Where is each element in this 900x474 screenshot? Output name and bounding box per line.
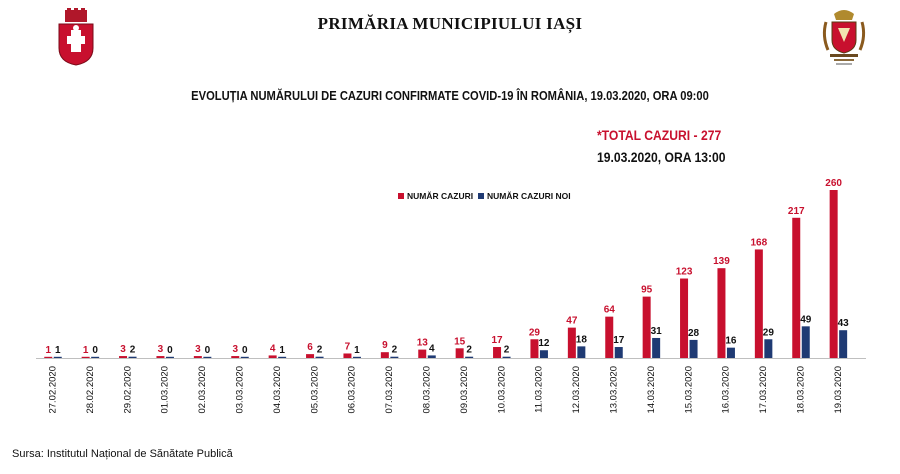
x-tick-label-4: 02.03.2020	[197, 366, 209, 414]
data-label-cases-19: 168	[750, 237, 768, 249]
x-tick-label-11: 09.03.2020	[458, 366, 470, 414]
bar-new-cases-13	[540, 350, 548, 358]
bar-new-cases-6	[278, 357, 286, 358]
data-label-new-cases-5: 0	[241, 344, 248, 356]
bar-new-cases-4	[203, 357, 211, 358]
x-tick-label-12: 10.03.2020	[496, 366, 508, 414]
x-axis-tick-labels	[48, 366, 844, 414]
bar-new-cases-17	[690, 340, 698, 358]
x-tick-label-18: 16.03.2020	[720, 366, 732, 414]
bar-new-cases-11	[465, 357, 473, 358]
bar-cases-9	[381, 352, 389, 358]
legend-swatch-0	[398, 193, 404, 199]
data-label-new-cases-13: 12	[538, 338, 550, 350]
bar-cases-5	[231, 356, 239, 358]
bar-cases-2	[119, 356, 127, 358]
bar-new-cases-9	[390, 357, 398, 358]
x-tick-label-14: 12.03.2020	[571, 366, 583, 414]
x-tick-label-3: 01.03.2020	[159, 366, 171, 414]
x-tick-label-10: 08.03.2020	[421, 366, 433, 414]
data-label-new-cases-17: 28	[687, 327, 700, 339]
x-tick-label-5: 03.03.2020	[234, 366, 246, 414]
data-label-cases-10: 13	[416, 337, 428, 349]
bar-new-cases-7	[316, 357, 324, 358]
data-label-new-cases-9: 2	[391, 344, 398, 356]
data-label-new-cases-21: 43	[837, 318, 849, 330]
x-tick-label-7: 05.03.2020	[309, 366, 321, 414]
x-tick-label-8: 06.03.2020	[346, 366, 358, 414]
data-label-new-cases-1: 0	[92, 344, 98, 356]
x-tick-label-21: 19.03.2020	[832, 366, 844, 414]
data-label-cases-5: 3	[232, 344, 239, 356]
data-label-cases-4: 3	[195, 344, 201, 356]
data-label-cases-15: 64	[603, 304, 615, 316]
data-label-cases-3: 3	[157, 344, 164, 356]
data-label-new-cases-15: 17	[613, 335, 625, 347]
data-label-new-cases-12: 2	[503, 344, 510, 356]
bar-new-cases-2	[129, 357, 137, 358]
bar-cases-6	[269, 355, 277, 358]
data-label-cases-7: 6	[307, 342, 313, 354]
x-tick-label-1: 28.02.2020	[84, 366, 96, 414]
bar-cases-18	[717, 268, 725, 358]
data-label-new-cases-2: 2	[129, 344, 136, 356]
bar-new-cases-1	[91, 357, 99, 358]
x-tick-label-16: 14.03.2020	[645, 366, 657, 414]
data-label-cases-6: 4	[269, 343, 276, 355]
data-label-cases-20: 217	[787, 205, 805, 217]
data-label-new-cases-8: 1	[354, 344, 360, 356]
bar-cases-0	[44, 357, 52, 358]
x-tick-label-0: 27.02.2020	[47, 366, 59, 414]
data-label-cases-9: 9	[382, 340, 388, 352]
bar-cases-8	[343, 353, 351, 358]
data-label-cases-18: 139	[713, 256, 730, 268]
total-cases-label: *TOTAL CAZURI - 277	[597, 128, 722, 143]
data-label-cases-21: 260	[825, 178, 842, 189]
data-label-new-cases-4: 0	[204, 344, 211, 356]
bar-cases-15	[605, 317, 613, 358]
x-tick-label-6: 04.03.2020	[271, 366, 283, 414]
x-tick-label-15: 13.03.2020	[608, 366, 620, 414]
data-label-cases-2: 3	[120, 344, 126, 356]
bar-cases-7	[306, 354, 314, 358]
x-tick-label-20: 18.03.2020	[795, 366, 807, 414]
data-label-new-cases-14: 18	[575, 334, 587, 346]
bar-cases-1	[82, 357, 90, 358]
bar-cases-13	[530, 339, 538, 358]
chart-title: EVOLUȚIA NUMĂRULUI DE CAZURI CONFIRMATE COVID-19 ÎN ROMÂNIA, 19.03.2020, ORA 09:00	[191, 88, 709, 103]
bar-new-cases-14	[577, 346, 585, 358]
bar-new-cases-5	[241, 357, 249, 358]
data-label-new-cases-0: 1	[54, 344, 61, 356]
data-label-cases-17: 123	[675, 266, 693, 278]
data-label-cases-11: 15	[454, 336, 466, 348]
bar-cases-4	[194, 356, 202, 358]
bar-new-cases-21	[839, 330, 847, 358]
data-label-new-cases-20: 49	[800, 314, 812, 326]
bar-cases-19	[755, 249, 763, 358]
bar-new-cases-15	[615, 347, 623, 358]
data-label-new-cases-7: 2	[316, 344, 323, 356]
x-tick-label-17: 15.03.2020	[683, 366, 695, 414]
bar-new-cases-3	[166, 357, 174, 358]
legend-swatch-1	[478, 193, 484, 199]
data-label-new-cases-16: 31	[650, 325, 662, 337]
bar-cases-10	[418, 350, 426, 358]
data-label-new-cases-19: 29	[762, 327, 774, 339]
page-title: PRIMĂRIA MUNICIPIULUI IAȘI	[317, 14, 583, 33]
data-label-cases-12: 17	[491, 335, 503, 347]
data-label-new-cases-6: 1	[279, 344, 285, 356]
data-label-cases-8: 7	[344, 341, 351, 353]
data-label-new-cases-18: 16	[725, 335, 737, 347]
data-label-new-cases-10: 4	[428, 343, 435, 355]
x-tick-label-13: 11.03.2020	[533, 366, 545, 413]
x-tick-label-2: 29.02.2020	[122, 366, 134, 414]
bar-cases-12	[493, 347, 501, 358]
bar-new-cases-19	[764, 339, 772, 358]
bar-cases-11	[456, 348, 464, 358]
chart-bars	[44, 178, 849, 358]
bar-new-cases-20	[802, 326, 810, 358]
source-note: Sursa: Institutul Național de Sănătate Publică	[12, 448, 233, 460]
legend-label-0: NUMĂR CAZURI	[407, 191, 474, 201]
data-label-new-cases-11: 2	[466, 344, 472, 356]
bar-new-cases-12	[503, 357, 511, 358]
chart-legend	[398, 191, 571, 201]
bar-cases-16	[643, 297, 651, 358]
bar-cases-3	[156, 356, 164, 358]
data-label-new-cases-3: 0	[167, 344, 173, 356]
bar-cases-21	[830, 190, 838, 358]
bar-new-cases-0	[54, 357, 62, 358]
bar-new-cases-16	[652, 338, 660, 358]
bar-cases-14	[568, 328, 576, 358]
data-label-cases-0: 1	[45, 344, 52, 356]
bar-cases-17	[680, 279, 688, 358]
x-tick-label-19: 17.03.2020	[758, 366, 770, 414]
data-label-cases-1: 1	[82, 344, 89, 356]
legend-label-1: NUMĂR CAZURI NOI	[487, 191, 571, 201]
bar-new-cases-10	[428, 355, 436, 358]
total-cases-date: 19.03.2020, ORA 13:00	[597, 150, 726, 165]
data-label-cases-16: 95	[641, 284, 653, 296]
data-label-cases-14: 47	[566, 315, 578, 327]
data-label-cases-13: 29	[528, 327, 541, 339]
bar-cases-20	[792, 218, 800, 358]
bar-new-cases-18	[727, 348, 735, 358]
x-tick-label-9: 07.03.2020	[384, 366, 396, 414]
bar-new-cases-8	[353, 357, 361, 358]
